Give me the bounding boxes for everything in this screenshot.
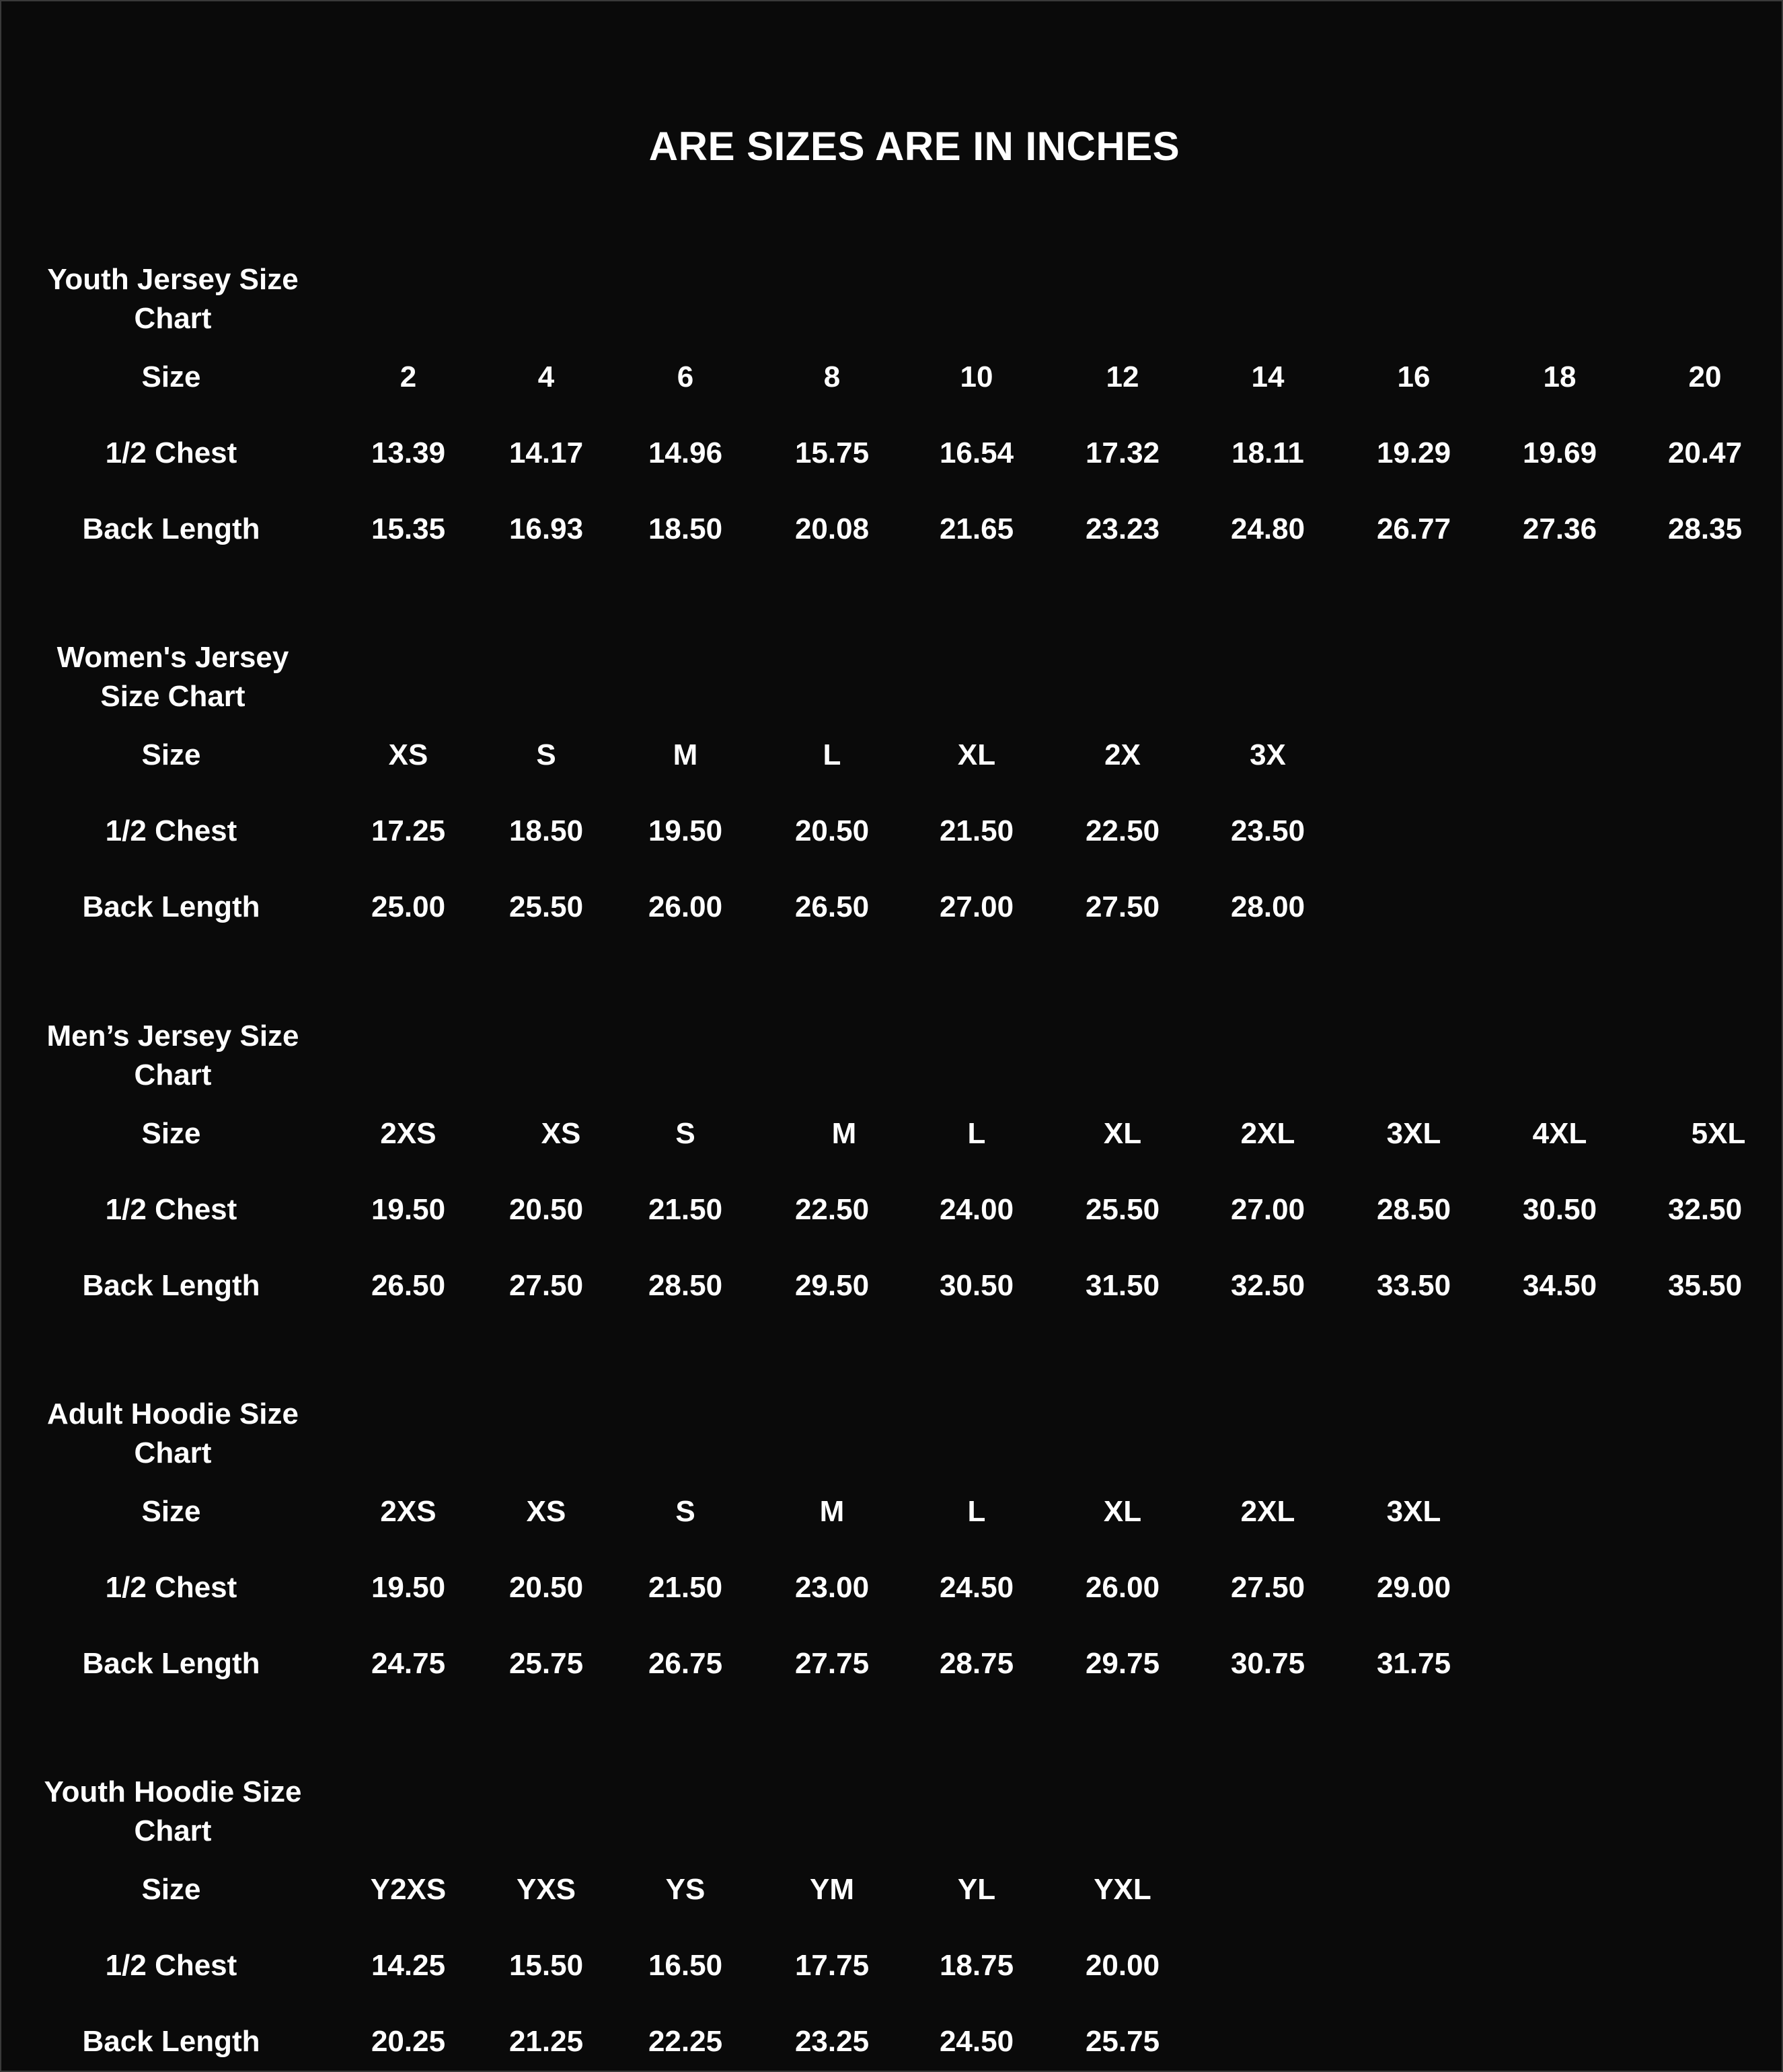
table-cell: 18 bbox=[1543, 360, 1577, 393]
chart-title bbox=[1, 260, 344, 338]
half-chest-row bbox=[1, 1569, 1783, 1607]
table-cell: 30.50 bbox=[939, 1269, 1014, 1302]
row-label: 1/2 Chest bbox=[105, 1949, 237, 1982]
table-cell: 17.75 bbox=[794, 1949, 870, 1982]
table-cell: 23.50 bbox=[1230, 814, 1305, 847]
table-cell: 30.50 bbox=[1522, 1193, 1597, 1226]
table-cell: 20 bbox=[1688, 360, 1722, 393]
table-cell: 19.69 bbox=[1522, 436, 1597, 469]
table-cell: 32.50 bbox=[1667, 1193, 1743, 1226]
chart-title bbox=[1, 1395, 344, 1473]
table-cell: 29.50 bbox=[794, 1269, 870, 1302]
table-cell: 26.00 bbox=[648, 890, 723, 923]
table-cell: S bbox=[536, 738, 556, 771]
chart-title-line: Men’s Jersey Size bbox=[46, 1020, 299, 1052]
back-length-row bbox=[1, 1267, 1783, 1305]
table-cell: 14.25 bbox=[371, 1949, 446, 1982]
table-cell: S bbox=[675, 1117, 695, 1150]
table-cell: XL bbox=[1103, 1495, 1142, 1528]
row-label: 1/2 Chest bbox=[105, 436, 237, 469]
table-cell: 14.17 bbox=[508, 436, 584, 469]
table-cell: 22.25 bbox=[648, 2025, 723, 2058]
back-length-row bbox=[1, 510, 1783, 548]
table-cell: 27.50 bbox=[1085, 890, 1160, 923]
table-cell: 3XL bbox=[1386, 1495, 1441, 1528]
table-cell: XS bbox=[541, 1117, 581, 1150]
table-cell: 21.50 bbox=[648, 1571, 723, 1604]
table-cell: 26.75 bbox=[648, 1647, 723, 1680]
size-row bbox=[1, 1871, 1783, 1909]
table-cell: 21.65 bbox=[939, 512, 1014, 545]
table-cell: 25.50 bbox=[1085, 1193, 1160, 1226]
table-cell: 32.50 bbox=[1230, 1269, 1305, 1302]
table-cell: 26.00 bbox=[1085, 1571, 1160, 1604]
table-cell: 24.50 bbox=[939, 2025, 1014, 2058]
table-cell: 21.50 bbox=[939, 814, 1014, 847]
size-row bbox=[1, 736, 1783, 774]
table-cell: 19.29 bbox=[1376, 436, 1451, 469]
table-cell: 27.50 bbox=[508, 1269, 584, 1302]
row-label: 1/2 Chest bbox=[105, 1193, 237, 1226]
table-cell: 18.50 bbox=[508, 814, 584, 847]
table-cell: XS bbox=[526, 1495, 566, 1528]
table-cell: 2XS bbox=[380, 1495, 437, 1528]
table-cell: 28.75 bbox=[939, 1647, 1014, 1680]
table-cell: 25.75 bbox=[1085, 2025, 1160, 2058]
table-cell: 19.50 bbox=[371, 1193, 446, 1226]
table-cell: 17.32 bbox=[1085, 436, 1160, 469]
table-cell: 28.35 bbox=[1667, 512, 1743, 545]
table-cell: L bbox=[967, 1117, 986, 1150]
table-cell: 6 bbox=[677, 360, 694, 393]
back-length-row bbox=[1, 1645, 1783, 1683]
chart-title-line: Women's Jersey bbox=[56, 641, 289, 674]
table-cell: 20.50 bbox=[508, 1571, 584, 1604]
table-cell: 24.00 bbox=[939, 1193, 1014, 1226]
table-cell: S bbox=[675, 1495, 695, 1528]
table-cell: YL bbox=[957, 1873, 996, 1906]
table-cell: 21.25 bbox=[508, 2025, 584, 2058]
table-cell: 3XL bbox=[1386, 1117, 1441, 1150]
page-title: ARE SIZES ARE IN INCHES bbox=[648, 124, 1180, 169]
chart-title-line: Youth Jersey Size bbox=[47, 263, 299, 296]
table-cell: 20.25 bbox=[371, 2025, 446, 2058]
row-label: Back Length bbox=[82, 1269, 260, 1302]
chart-title-line: Chart bbox=[134, 1814, 212, 1847]
table-cell: 13.39 bbox=[371, 436, 446, 469]
table-cell: 20.50 bbox=[508, 1193, 584, 1226]
table-cell: 31.75 bbox=[1376, 1647, 1451, 1680]
table-cell: 21.50 bbox=[648, 1193, 723, 1226]
size-row bbox=[1, 1115, 1783, 1153]
table-cell: 20.08 bbox=[794, 512, 870, 545]
table-cell: 31.50 bbox=[1085, 1269, 1160, 1302]
table-cell: 16.54 bbox=[939, 436, 1014, 469]
half-chest-row bbox=[1, 812, 1783, 850]
table-cell: 15.50 bbox=[508, 1949, 584, 1982]
table-cell: 19.50 bbox=[648, 814, 723, 847]
table-cell: 25.75 bbox=[508, 1647, 584, 1680]
table-cell: 15.75 bbox=[794, 436, 870, 469]
half-chest-row bbox=[1, 434, 1783, 472]
half-chest-row bbox=[1, 1191, 1783, 1229]
table-cell: 28.50 bbox=[1376, 1193, 1451, 1226]
table-cell: 29.00 bbox=[1376, 1571, 1451, 1604]
table-cell: 12 bbox=[1106, 360, 1139, 393]
row-label: Back Length bbox=[82, 2025, 260, 2058]
table-cell: 25.50 bbox=[508, 890, 584, 923]
table-cell: 22.50 bbox=[794, 1193, 870, 1226]
half-chest-row bbox=[1, 1947, 1783, 1985]
table-cell: 33.50 bbox=[1376, 1269, 1451, 1302]
row-label: Size bbox=[141, 1117, 201, 1150]
row-label: Back Length bbox=[82, 1647, 260, 1680]
table-cell: 8 bbox=[823, 360, 841, 393]
table-cell: 2XS bbox=[380, 1117, 437, 1150]
table-cell: 14 bbox=[1251, 360, 1285, 393]
table-cell: 2XL bbox=[1240, 1117, 1295, 1150]
row-label: Size bbox=[141, 360, 201, 393]
table-cell: L bbox=[967, 1495, 986, 1528]
row-label: Back Length bbox=[82, 890, 260, 923]
table-cell: 4 bbox=[537, 360, 555, 393]
table-cell: 16.50 bbox=[648, 1949, 723, 1982]
table-cell: 23.23 bbox=[1085, 512, 1160, 545]
table-cell: XL bbox=[957, 738, 996, 771]
table-cell: 24.80 bbox=[1230, 512, 1305, 545]
table-cell: 24.75 bbox=[371, 1647, 446, 1680]
chart-title-line: Chart bbox=[134, 1436, 212, 1469]
size-row bbox=[1, 358, 1783, 396]
table-cell: M bbox=[831, 1117, 857, 1150]
row-label: Size bbox=[141, 1873, 201, 1906]
table-cell: 26.77 bbox=[1376, 512, 1451, 545]
table-cell: 3X bbox=[1250, 738, 1286, 771]
table-cell: 27.00 bbox=[939, 890, 1014, 923]
table-cell: M bbox=[819, 1495, 845, 1528]
table-cell: 30.75 bbox=[1230, 1647, 1305, 1680]
table-cell: 18.50 bbox=[648, 512, 723, 545]
table-cell: 26.50 bbox=[794, 890, 870, 923]
table-cell: 2 bbox=[400, 360, 417, 393]
chart-title-line: Chart bbox=[134, 1059, 212, 1091]
table-cell: 29.75 bbox=[1085, 1647, 1160, 1680]
table-cell: 2X bbox=[1104, 738, 1141, 771]
table-cell: 20.50 bbox=[794, 814, 870, 847]
back-length-row bbox=[1, 888, 1783, 926]
size-row bbox=[1, 1493, 1783, 1531]
row-label: Back Length bbox=[82, 512, 260, 545]
row-label: 1/2 Chest bbox=[105, 1571, 237, 1604]
table-cell: 18.11 bbox=[1231, 436, 1304, 469]
table-cell: YXL bbox=[1094, 1873, 1151, 1906]
table-cell: 27.75 bbox=[794, 1647, 870, 1680]
row-label: 1/2 Chest bbox=[105, 814, 237, 847]
table-cell: 34.50 bbox=[1522, 1269, 1597, 1302]
chart-title bbox=[1, 638, 344, 716]
table-cell: 4XL bbox=[1532, 1117, 1587, 1150]
row-label: Size bbox=[141, 738, 201, 771]
table-cell: 25.00 bbox=[371, 890, 446, 923]
table-cell: 27.50 bbox=[1230, 1571, 1305, 1604]
chart-title-line: Chart bbox=[134, 302, 212, 335]
table-cell: L bbox=[823, 738, 841, 771]
table-cell: XL bbox=[1103, 1117, 1142, 1150]
table-cell: 20.00 bbox=[1085, 1949, 1160, 1982]
table-cell: 5XL bbox=[1691, 1117, 1746, 1150]
table-cell: 23.00 bbox=[794, 1571, 870, 1604]
table-cell: XS bbox=[388, 738, 428, 771]
table-cell: YS bbox=[665, 1873, 706, 1906]
table-cell: 28.00 bbox=[1230, 890, 1305, 923]
table-cell: 27.00 bbox=[1230, 1193, 1305, 1226]
back-length-row bbox=[1, 2023, 1783, 2061]
table-cell: 10 bbox=[960, 360, 993, 393]
table-cell: 18.75 bbox=[939, 1949, 1014, 1982]
chart-title-line: Adult Hoodie Size bbox=[47, 1397, 299, 1430]
table-cell: 28.50 bbox=[648, 1269, 723, 1302]
table-cell: M bbox=[673, 738, 698, 771]
table-cell: YM bbox=[810, 1873, 854, 1906]
chart-title-line: Size Chart bbox=[100, 680, 245, 713]
chart-title-line: Youth Hoodie Size bbox=[44, 1775, 302, 1808]
row-label: Size bbox=[141, 1495, 201, 1528]
table-cell: 23.25 bbox=[794, 2025, 870, 2058]
table-cell: Y2XS bbox=[370, 1873, 447, 1906]
table-cell: 35.50 bbox=[1667, 1269, 1743, 1302]
table-cell: 20.47 bbox=[1667, 436, 1743, 469]
table-cell: 16 bbox=[1397, 360, 1431, 393]
table-cell: 24.50 bbox=[939, 1571, 1014, 1604]
table-cell: 2XL bbox=[1240, 1495, 1295, 1528]
table-cell: 15.35 bbox=[371, 512, 446, 545]
table-cell: 16.93 bbox=[508, 512, 584, 545]
table-cell: 22.50 bbox=[1085, 814, 1160, 847]
table-cell: 19.50 bbox=[371, 1571, 446, 1604]
table-cell: 14.96 bbox=[648, 436, 723, 469]
chart-title bbox=[1, 1773, 344, 1851]
table-cell: YXS bbox=[516, 1873, 576, 1906]
chart-title bbox=[1, 1017, 344, 1095]
table-cell: 27.36 bbox=[1522, 512, 1597, 545]
table-cell: 17.25 bbox=[371, 814, 446, 847]
table-cell: 26.50 bbox=[371, 1269, 446, 1302]
